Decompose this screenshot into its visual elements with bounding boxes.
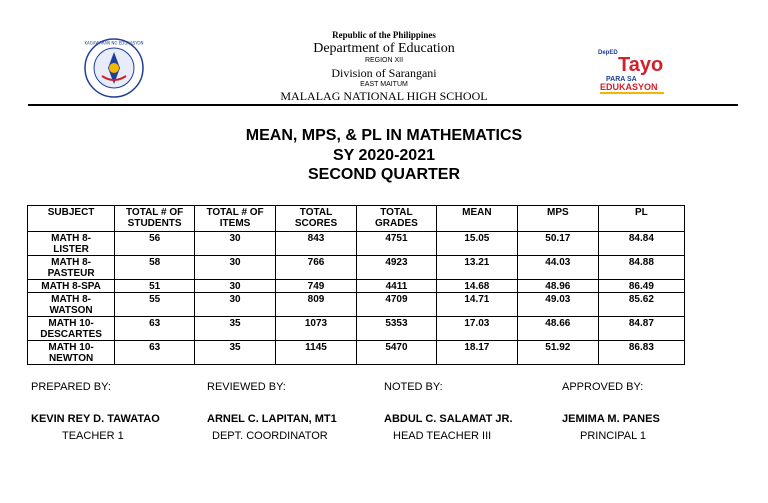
cell-students: 56 (115, 232, 195, 256)
cell-items: 30 (195, 293, 276, 317)
seal-text: KAGAWARAN NG EDUKASYON (84, 40, 144, 46)
division-line: Division of Sarangani (331, 66, 437, 80)
cell-mps: 50.17 (517, 232, 598, 256)
cell-pl: 84.88 (598, 256, 684, 280)
tayo-word: Tayo (618, 54, 664, 76)
reviewer-title: DEPT. COORDINATOR (212, 430, 328, 442)
cell-mps: 48.66 (517, 317, 598, 341)
cell-items: 30 (195, 256, 276, 280)
cell-grades: 5470 (356, 341, 436, 365)
col-header-mps: MPS (517, 206, 598, 232)
col-header-subject: SUBJECT (28, 206, 115, 232)
cell-mps: 44.03 (517, 256, 598, 280)
cell-students: 63 (115, 317, 195, 341)
table-row (28, 341, 685, 365)
cell-items: 35 (195, 317, 276, 341)
noted-by-label: NOTED BY: (384, 381, 443, 393)
cell-mean: 15.05 (436, 232, 517, 256)
table-row (28, 293, 685, 317)
cell-pl: 84.84 (598, 232, 684, 256)
preparer-title: TEACHER 1 (62, 430, 124, 442)
department-line: Department of Education (313, 41, 455, 56)
grades-table (27, 205, 685, 365)
cell-items: 35 (195, 341, 276, 365)
cell-mean: 18.17 (436, 341, 517, 365)
table-header-row (28, 206, 685, 232)
cell-subject: MATH 8- WATSON (28, 293, 115, 317)
cell-subject: MATH 8-SPA (28, 280, 115, 293)
table-row (28, 232, 685, 256)
cell-subject: MATH 8- PASTEUR (28, 256, 115, 280)
cell-mean: 13.21 (436, 256, 517, 280)
header-divider (28, 104, 738, 106)
cell-mps: 51.92 (517, 341, 598, 365)
cell-mean: 14.68 (436, 280, 517, 293)
cell-mean: 14.71 (436, 293, 517, 317)
cell-subject: MATH 8- LISTER (28, 232, 115, 256)
cell-students: 51 (115, 280, 195, 293)
school-year: SY 2020-2021 (332, 147, 435, 164)
col-header-grades: TOTAL GRADES (356, 206, 436, 232)
col-header-mean: MEAN (436, 206, 517, 232)
district-line: EAST MAITUM (360, 81, 408, 88)
cell-grades: 4411 (356, 280, 436, 293)
cell-scores: 1073 (276, 317, 357, 341)
approver-name: JEMIMA M. PANES (562, 413, 660, 425)
school-name: MALALAG NATIONAL HIGH SCHOOL (280, 89, 488, 103)
cell-grades: 4709 (356, 293, 436, 317)
tayo-tagline2: EDUKASYON (600, 82, 658, 92)
cell-scores: 809 (276, 293, 357, 317)
noter-title: HEAD TEACHER III (393, 430, 492, 442)
cell-items: 30 (195, 232, 276, 256)
cell-scores: 766 (276, 256, 357, 280)
table-row (28, 256, 685, 280)
cell-pl: 86.49 (598, 280, 684, 293)
cell-subject: MATH 10- DESCARTES (28, 317, 115, 341)
cell-pl: 85.62 (598, 293, 684, 317)
cell-students: 63 (115, 341, 195, 365)
cell-grades: 4751 (356, 232, 436, 256)
cell-scores: 749 (276, 280, 357, 293)
table-row (28, 280, 685, 293)
cell-students: 55 (115, 293, 195, 317)
cell-grades: 5353 (356, 317, 436, 341)
col-header-pl: PL (598, 206, 684, 232)
quarter: SECOND QUARTER (307, 166, 460, 183)
cell-mean: 17.03 (436, 317, 517, 341)
cell-pl: 86.83 (598, 341, 684, 365)
preparer-name: KEVIN REY D. TAWATAO (31, 413, 160, 425)
cell-mps: 49.03 (517, 293, 598, 317)
approver-title: PRINCIPAL 1 (580, 430, 647, 442)
cell-subject: MATH 10- NEWTON (28, 341, 115, 365)
cell-students: 58 (115, 256, 195, 280)
tayo-prefix: DepED (598, 50, 618, 56)
col-header-scores: TOTAL SCORES (276, 206, 357, 232)
cell-scores: 1145 (276, 341, 357, 365)
cell-grades: 4923 (356, 256, 436, 280)
tayo-tagline1: PARA SA (606, 76, 637, 83)
table-row (28, 317, 685, 341)
cell-pl: 84.87 (598, 317, 684, 341)
col-header-students: TOTAL # OF STUDENTS (115, 206, 195, 232)
approved-by-label: APPROVED BY: (562, 381, 644, 393)
cell-items: 30 (195, 280, 276, 293)
tayo-edukasyon-logo (596, 44, 672, 98)
cell-scores: 843 (276, 232, 357, 256)
prepared-by-label: PREPARED BY: (31, 381, 111, 393)
noter-name: ABDUL C. SALAMAT JR. (384, 413, 513, 425)
reviewed-by-label: REVIEWED BY: (207, 381, 286, 393)
reviewer-name: ARNEL C. LAPITAN, MT1 (207, 413, 337, 425)
region-line: REGION XII (364, 57, 404, 64)
republic-line: Republic of the Philippines (332, 30, 436, 40)
report-title: MEAN, MPS, & PL IN MATHEMATICS (245, 127, 523, 144)
cell-mps: 48.96 (517, 280, 598, 293)
col-header-items: TOTAL # OF ITEMS (195, 206, 276, 232)
